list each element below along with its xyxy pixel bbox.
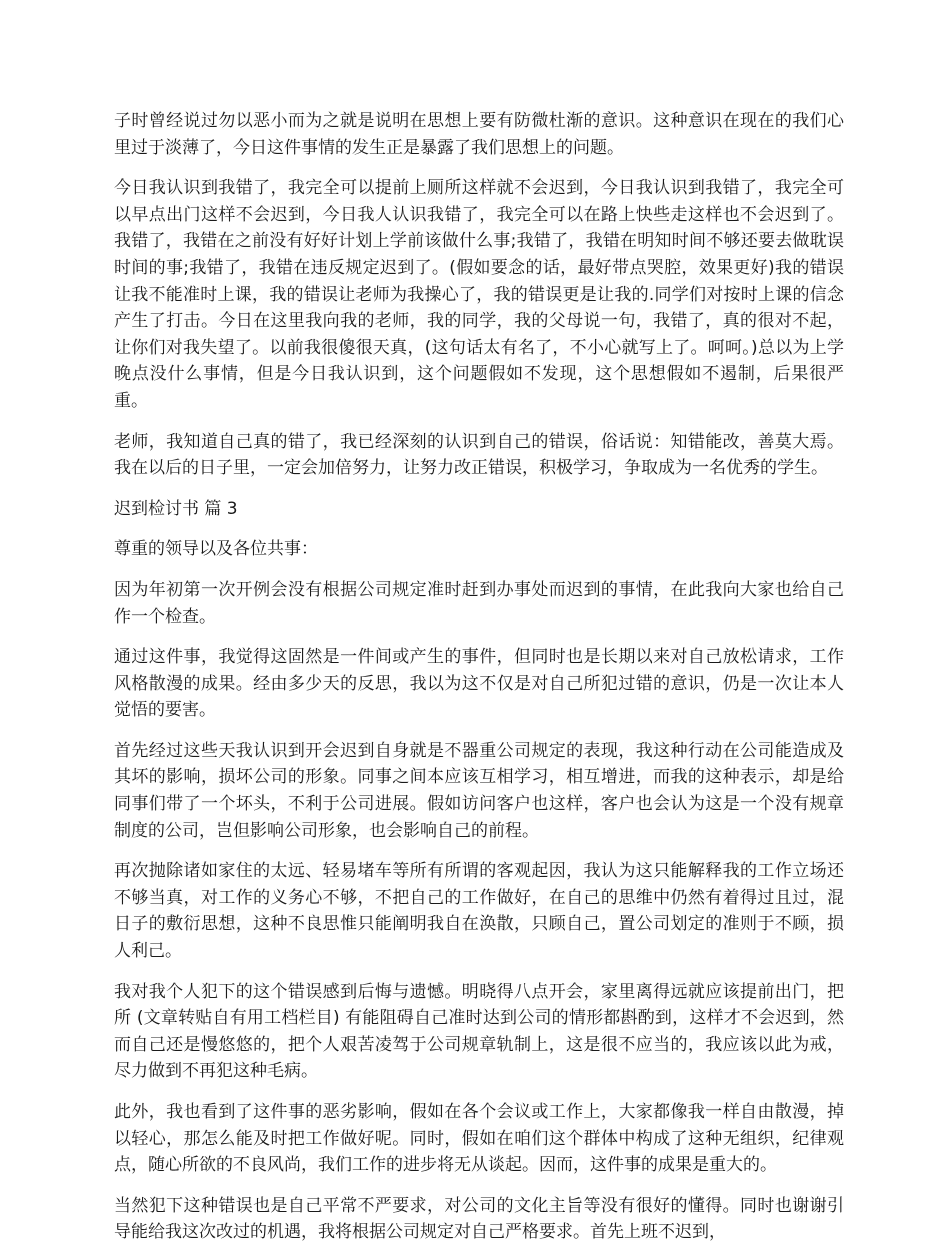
- paragraph-9: 再次抛除诸如家住的太远、轻易堵车等所有所谓的客观起因，我认为这只能解释我的工作立场还不够当真，对工作的义务心不够，不把自己的工作做好，在自己的思维中仍然有着得过且过，混日子的敷衍思想，这种不良思惟只能阐明我自在涣散，只顾自己，置公司划定的准则于不顾，损人利己。: [114, 861, 844, 962]
- paragraph-1: 子时曾经说过勿以恶小而为之就是说明在思想上要有防微杜渐的意识。这种意识在现在的我们心里过于淡薄了，今日这件事情的发生正是暴露了我们思想上的问题。: [114, 111, 844, 158]
- paragraph-10: 我对我个人犯下的这个错误感到后悔与遗憾。明晓得八点开会，家里离得远就应该提前出门，把所 (文章转贴自有用工档栏目) 有能阻碍自己准时达到公司的情形都斟酌到，这样才不会迟到，然而自己还是慢悠悠的，把个人艰苦凌驾于公司规章轨制上，这是很不应当的，我应该以此为戒，尽力做到不再犯这种毛病。: [114, 981, 844, 1082]
- paragraph-11: 此外，我也看到了这件事的恶劣影响，假如在各个会议或工作上，大家都像我一样自由散漫，掉以轻心，那怎么能及时把工作做好呢。同时，假如在咱们这个群体中构成了这种无组织，纪律观点，随心所欲的不良风尚，我们工作的进步将无从谈起。因而，这件事的成果是重大的。: [114, 1102, 844, 1176]
- paragraph-2: 今日我认识到我错了，我完全可以提前上厕所这样就不会迟到，今日我认识到我错了，我完全可以早点出门这样不会迟到，今日我人认识我错了，我完全可以在路上快些走这样也不会迟到了。我错了，我错在之前没有好好计划上学前该做什么事;我错了，我错在明知时间不够还要去做耽误时间的事;我错了，我错在违反规定迟到了。(假如要念的话，最好带点哭腔，效果更好)我的错误让我不能准时上课，我的错误让老师为我操心了，我的错误更是让我的.同学们对按时上课的信念产生了打击。今日在这里我向我的老师，我的同学，我的父母说一句，我错了，真的很对不起，让你们对我失望了。以前我很傻很天真，(这句话太有名了，不小心就写上了。呵呵。)总以为上学晚点没什么事情，但是今日我认识到，这个问题假如不发现，这个思想假如不遏制，后果很严重。: [114, 178, 844, 411]
- paragraph-7: 通过这件事，我觉得这固然是一件间或产生的事件，但同时也是长期以来对自己放松请求，工作风格散漫的成果。经由多少天的反思，我以为这不仅是对自己所犯过错的意识，仍是一次让本人觉悟的要害。: [114, 647, 844, 721]
- paragraph-3: 老师，我知道自己真的错了，我已经深刻的认识到自己的错误，俗话说：知错能改，善莫大焉。我在以后的日子里，一定会加倍努力，让努力改正错误，积极学习，争取成为一名优秀的学生。: [114, 431, 844, 479]
- section-heading: 迟到检讨书 篇 3: [114, 498, 238, 519]
- paragraph-12: 当然犯下这种错误也是自己平常不严要求，对公司的文化主旨等没有很好的懂得。同时也谢谢引导能给我这次改过的机遇，我将根据公司规定对自己严格要求。首先上班不迟到，: [114, 1195, 844, 1243]
- salutation: 尊重的领导以及各位共事：: [114, 539, 318, 560]
- paragraph-6: 因为年初第一次开例会没有根据公司规定准时赶到办事处而迟到的事情，在此我向大家也给自己作一个检查。: [114, 579, 844, 627]
- document-body: [114, 108, 844, 1260]
- paragraph-8: 首先经过这些天我认识到开会迟到自身就是不器重公司规定的表现，我这种行动在公司能造成及其坏的影响，损坏公司的形象。同事之间本应该互相学习，相互增进，而我的这种表示，却是给同事们带了一个坏头，不利于公司进展。假如访问客户也这样，客户也会认为这是一个没有规章制度的公司，岂但影响公司形象，也会影响自己的前程。: [114, 740, 844, 841]
